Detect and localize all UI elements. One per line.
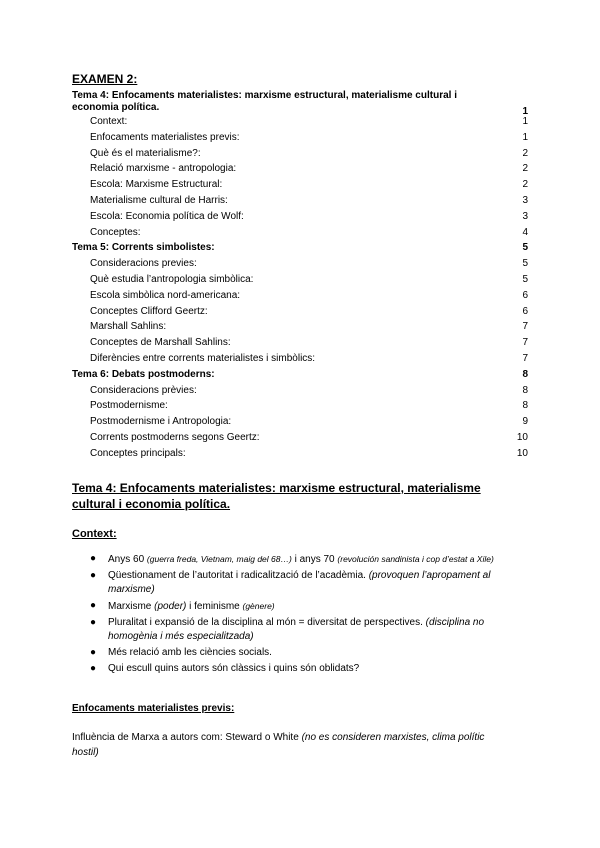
toc-entry[interactable] bbox=[72, 319, 528, 335]
bullet-icon: ● bbox=[90, 570, 97, 581]
toc-page: 8 bbox=[522, 400, 528, 412]
list-item bbox=[90, 599, 530, 614]
previs-paragraph bbox=[72, 730, 512, 760]
toc-page: 7 bbox=[522, 337, 528, 349]
bullet-text: i feminisme bbox=[186, 601, 243, 612]
toc-entry-tema6[interactable] bbox=[72, 367, 528, 383]
toc-page: 1 bbox=[522, 116, 528, 127]
toc-entry[interactable] bbox=[72, 288, 528, 304]
toc-page: 2 bbox=[522, 163, 528, 175]
toc-title: Conceptes: bbox=[90, 226, 141, 238]
toc-title: Postmodernisme i Antropologia: bbox=[90, 416, 232, 428]
toc-entry[interactable] bbox=[72, 161, 528, 177]
paragraph-text: Influència de Marxa a autors com: Steward o White bbox=[72, 732, 302, 743]
list-item bbox=[90, 646, 530, 660]
bullet-icon: ● bbox=[90, 663, 97, 674]
toc-page: 10 bbox=[516, 431, 528, 443]
toc-title: Escola: Marxisme Estructural: bbox=[90, 179, 223, 191]
toc-page: 6 bbox=[522, 289, 528, 301]
toc-title: Corrents postmoderns segons Geertz: bbox=[90, 431, 260, 443]
bullet-text: Pluralitat i expansió de la disciplina al món = diversitat de perspectives. bbox=[108, 617, 426, 628]
toc-entry[interactable] bbox=[72, 177, 528, 193]
toc-entry[interactable] bbox=[72, 398, 528, 414]
exam-title: EXAMEN 2: bbox=[72, 72, 138, 86]
toc-entry[interactable] bbox=[72, 430, 528, 446]
toc-entry-tema5[interactable] bbox=[72, 240, 528, 256]
context-heading: Context: bbox=[72, 528, 117, 540]
bullet-text: Més relació amb les ciències socials. bbox=[108, 647, 272, 658]
toc-entry[interactable] bbox=[72, 414, 528, 430]
toc-page: 7 bbox=[522, 352, 528, 364]
bullet-note: (revolución sandinista i cop d’estat a Xile) bbox=[337, 554, 494, 564]
toc-title: Què és el materialisme?: bbox=[90, 147, 201, 159]
toc-title: Postmodernisme: bbox=[90, 400, 168, 412]
toc-entry[interactable] bbox=[72, 335, 528, 351]
list-item bbox=[90, 569, 530, 597]
bullet-icon: ● bbox=[90, 600, 97, 611]
bullet-note: (provoquen l’apropament al marxisme) bbox=[108, 570, 491, 595]
toc-entry[interactable] bbox=[72, 446, 528, 462]
table-of-contents bbox=[72, 90, 528, 462]
toc-title: Escola: Economia política de Wolf: bbox=[90, 210, 244, 222]
bullet-note: (poder) bbox=[154, 601, 187, 612]
bullet-note: (guerra freda, Vietnam, maig del 68…) bbox=[146, 554, 292, 564]
toc-entry[interactable] bbox=[72, 209, 528, 225]
toc-page: 2 bbox=[522, 147, 528, 159]
bullet-note: (gènere) bbox=[242, 601, 275, 611]
toc-title: Conceptes Clifford Geertz: bbox=[90, 305, 208, 317]
toc-entry-tema4[interactable] bbox=[72, 90, 528, 117]
toc-page: 4 bbox=[522, 226, 528, 238]
toc-page: 7 bbox=[522, 321, 528, 333]
toc-page: 8 bbox=[522, 384, 528, 396]
section-title: Tema 4: Enfocaments materialistes: marxisme estructural, materialisme cultural i economia política. bbox=[72, 481, 481, 511]
toc-page: 3 bbox=[522, 194, 528, 206]
bullet-note: (disciplina no homogènia i més especialitzada) bbox=[108, 617, 485, 642]
toc-title: Diferències entre corrents materialistes i simbòlics: bbox=[90, 352, 316, 364]
toc-entry[interactable] bbox=[72, 272, 528, 288]
context-bullet-list bbox=[90, 552, 530, 678]
list-item bbox=[90, 616, 530, 644]
toc-entry[interactable] bbox=[72, 114, 528, 130]
toc-title: Conceptes de Marshall Sahlins: bbox=[90, 337, 231, 349]
toc-entry[interactable] bbox=[72, 256, 528, 272]
toc-page: 1 bbox=[522, 106, 528, 117]
toc-page: 9 bbox=[522, 416, 528, 428]
toc-title: Tema 4: Enfocaments materialistes: marxisme estructural, materialisme cultural i economia política. bbox=[72, 90, 457, 113]
toc-page: 5 bbox=[522, 273, 528, 285]
bullet-icon: ● bbox=[90, 647, 97, 658]
toc-page: 1 bbox=[522, 131, 528, 143]
toc-title: Què estudia l’antropologia simbòlica: bbox=[90, 273, 254, 285]
paragraph-note: (no es consideren marxistes, clima polític hostil) bbox=[72, 732, 485, 758]
bullet-text: Qui escull quins autors són clàssics i quins són oblidats? bbox=[108, 663, 360, 674]
toc-page: 10 bbox=[516, 447, 528, 459]
bullet-text: Anys 60 bbox=[108, 554, 147, 565]
toc-entry[interactable] bbox=[72, 130, 528, 146]
toc-entry[interactable] bbox=[72, 383, 528, 399]
toc-title: Tema 6: Debats postmoderns: bbox=[72, 368, 215, 380]
toc-page: 3 bbox=[522, 210, 528, 222]
toc-page: 5 bbox=[522, 242, 528, 254]
toc-entry[interactable] bbox=[72, 146, 528, 162]
list-item bbox=[90, 662, 530, 676]
toc-title: Consideracions prèvies: bbox=[90, 384, 197, 396]
toc-title: Tema 5: Corrents simbolistes: bbox=[72, 242, 215, 254]
toc-entry[interactable] bbox=[72, 304, 528, 320]
previs-heading: Enfocaments materialistes previs: bbox=[72, 703, 235, 714]
toc-title: Enfocaments materialistes previs: bbox=[90, 131, 240, 143]
toc-title: Context: bbox=[90, 116, 128, 127]
toc-page: 6 bbox=[522, 305, 528, 317]
bullet-text: Qüestionament de l’autoritat i radicalització de l’acadèmia. bbox=[108, 570, 369, 581]
toc-entry[interactable] bbox=[72, 351, 528, 367]
bullet-text: Marxisme bbox=[108, 601, 155, 612]
toc-title: Escola simbòlica nord-americana: bbox=[90, 289, 241, 301]
toc-title: Consideracions previes: bbox=[90, 258, 197, 270]
toc-page: 5 bbox=[522, 258, 528, 270]
bullet-icon: ● bbox=[90, 617, 97, 628]
toc-entry[interactable] bbox=[72, 225, 528, 241]
toc-title: Marshall Sahlins: bbox=[90, 321, 167, 333]
toc-entry[interactable] bbox=[72, 193, 528, 209]
bullet-text: i anys 70 bbox=[291, 554, 338, 565]
toc-title: Relació marxisme - antropologia: bbox=[90, 163, 237, 175]
toc-title: Materialisme cultural de Harris: bbox=[90, 194, 228, 206]
toc-title: Conceptes principals: bbox=[90, 447, 186, 459]
bullet-icon: ● bbox=[90, 553, 97, 564]
toc-page: 8 bbox=[522, 368, 528, 380]
list-item bbox=[90, 552, 530, 567]
toc-page: 2 bbox=[522, 179, 528, 191]
